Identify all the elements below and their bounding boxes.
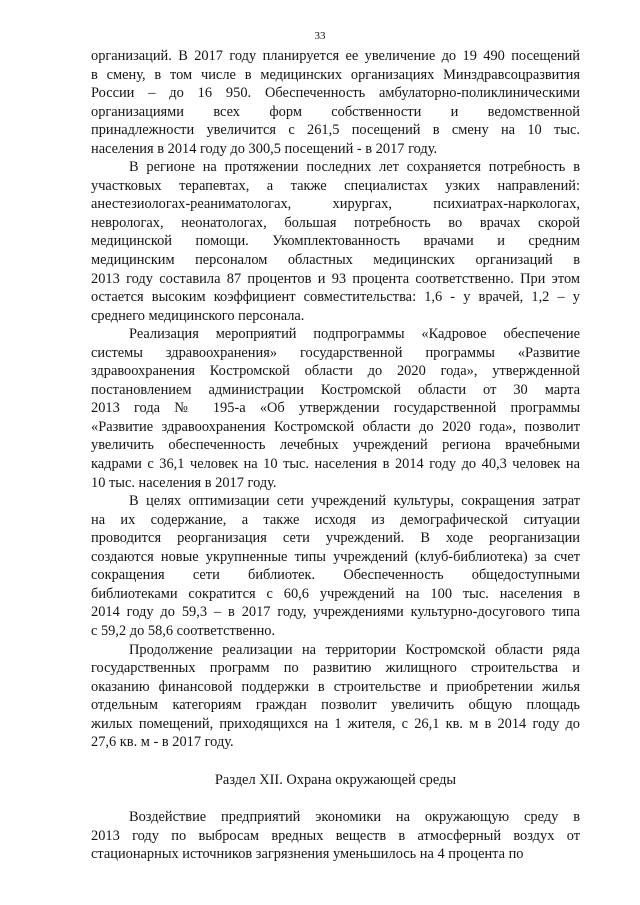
- text-line: увеличить обеспеченность лечебных учреждений региона врачебными: [91, 437, 580, 454]
- text-line: остается высоким коэффициент совместительства: 1,6 - у врачей, 1,2 – у: [91, 289, 580, 306]
- body-paragraphs: [91, 47, 580, 752]
- paragraph-2: [91, 158, 580, 325]
- paragraph-4: [91, 492, 580, 640]
- text-line: медицинской помощи. Укомплектованность врачами и средним: [91, 233, 580, 250]
- page-number: 33: [314, 30, 326, 42]
- text-line: оказанию финансовой поддержки в строительстве и приобретении жилья: [91, 678, 580, 695]
- text-line: с 59,2 до 58,6 соответственно.: [91, 622, 276, 639]
- text-line: организациями всех форм собственности и ведомственной: [91, 103, 580, 120]
- text-line: отдельным категориям граждан позволит увеличить общую площадь: [91, 697, 580, 714]
- text-line: 2013 году по выбросам вредных веществ в атмосферный воздух от: [91, 827, 580, 844]
- text-line: жилых помещений, приходящихся на 1 жителя, с 26,1 кв. м в 2014 году до: [91, 715, 580, 732]
- paragraph-3: [91, 325, 580, 492]
- text-line: 2014 году до 59,3 – в 2017 году, учреждениями культурно-досугового типа: [91, 604, 580, 621]
- text-line: кадрами с 36,1 человек на 10 тыс. населения в 2014 году до 40,3 человек на: [91, 456, 580, 473]
- text-line: на их содержание, а также исходя из демографической ситуации: [91, 511, 580, 528]
- text-line: проводится реорганизация сети учреждений. В ходе реорганизации: [91, 530, 580, 547]
- text-line: создаются новые укрупненные типы учреждений (клуб-библиотека) за счет: [91, 548, 580, 565]
- text-line: постановлением администрации Костромской области от 30 марта: [91, 381, 580, 398]
- text-line: участковых терапевтах, а также специалистах узких направлений:: [91, 177, 580, 194]
- text-line: «Развитие здравоохранения Костромской области до 2020 года», позволит: [91, 418, 580, 435]
- text-line: Реализация мероприятий подпрограммы «Кадровое обеспечение: [129, 326, 580, 343]
- text-line: организаций. В 2017 году планируется ее увеличение до 19 490 посещений: [91, 48, 580, 64]
- text-line: среднего медицинского персонала.: [91, 307, 305, 324]
- text-line: библиотеками сократится с 60,6 учреждений на 100 тыс. населения в: [91, 585, 580, 602]
- text-line: системы здравоохранения» государственной программы «Развитие: [91, 344, 580, 361]
- text-line: 2013 году составила 87 процентов и 93 процента соответственно. При этом: [91, 270, 580, 287]
- text-line: стационарных источников загрязнения уменьшилось на 4 процента по: [91, 846, 524, 863]
- text-line: медицинским персоналом областных медицинских организаций в: [91, 252, 580, 269]
- text-line: неврологах, неонатологах, большая потребность во врачах скорой: [91, 214, 580, 231]
- text-line: государственных программ по развитию жилищного строительства и: [91, 660, 580, 677]
- section-heading: Раздел XII. Охрана окружающей среды: [214, 771, 457, 788]
- document-body: [91, 47, 580, 864]
- text-line: сокращения сети библиотек. Обеспеченность общедоступными: [91, 567, 580, 584]
- text-line: принадлежности увеличится с 261,5 посещений в смену на 10 тыс.: [91, 122, 580, 139]
- text-line: Воздействие предприятий экономики на окружающую среду в: [129, 809, 580, 826]
- text-line: В целях оптимизации сети учреждений культуры, сокращения затрат: [129, 493, 580, 510]
- closing-paragraph: [91, 808, 580, 864]
- text-line: 10 тыс. населения в 2017 году.: [91, 474, 277, 491]
- text-line: анестезиологах-реаниматологах, хирургах, психиатрах-наркологах,: [91, 196, 580, 213]
- paragraph-1: [91, 47, 580, 158]
- text-line: в смену, в том числе в медицинских организациях Минздравсоцразвития: [91, 66, 580, 83]
- text-line: здравоохранения Костромской области до 2020 года», утвержденной: [91, 363, 580, 380]
- text-line: населения в 2014 году до 300,5 посещений - в 2017 году.: [91, 140, 438, 157]
- text-line: 2013 года № 195-а «Об утверждении государственной программы: [91, 400, 580, 417]
- text-line: России – до 16 950. Обеспеченность амбулаторно-поликлиническими: [91, 85, 580, 102]
- closing-paragraph-container: [91, 808, 580, 864]
- text-line: В регионе на протяжении последних лет сохраняется потребность в: [129, 159, 580, 176]
- text-line: 27,6 кв. м - в 2017 году.: [91, 734, 234, 751]
- text-line: Продолжение реализации на территории Костромской области ряда: [129, 641, 580, 658]
- paragraph-5: [91, 641, 580, 752]
